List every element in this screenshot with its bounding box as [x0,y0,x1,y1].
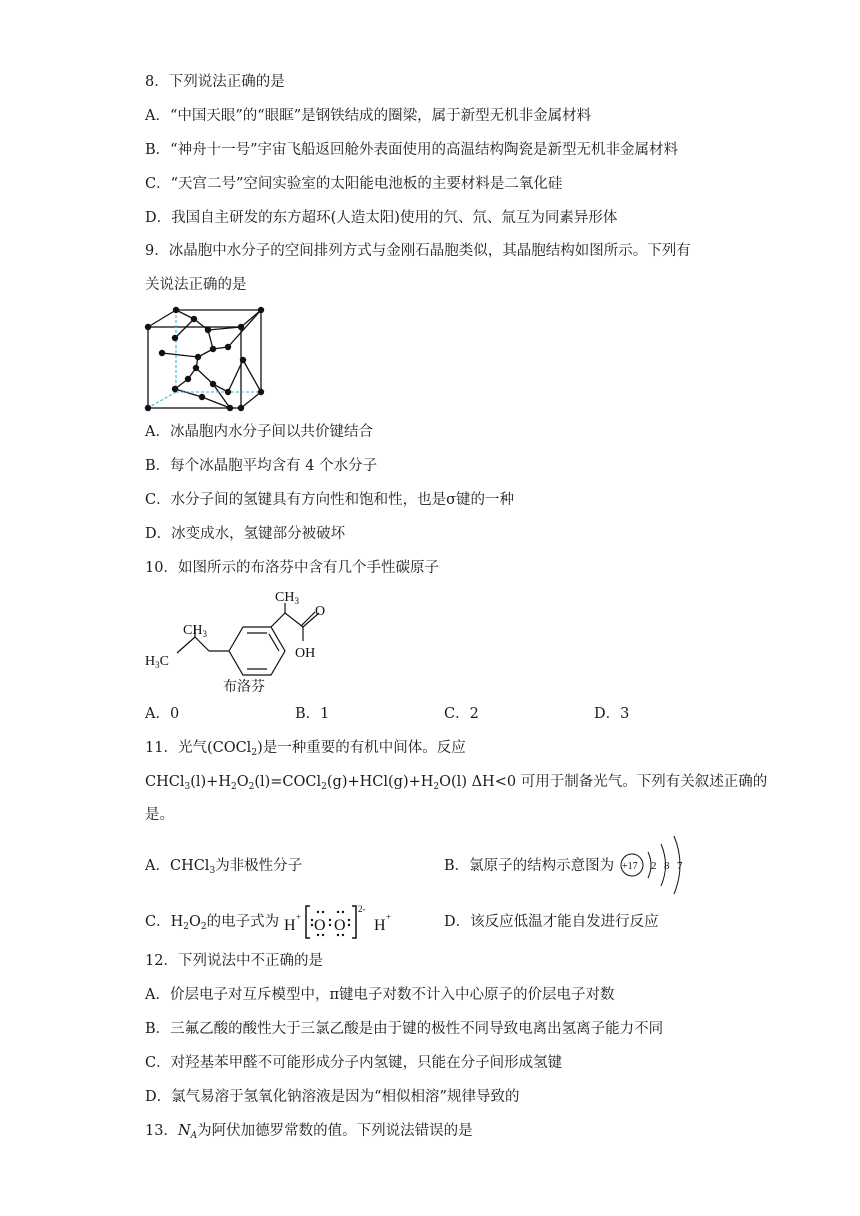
q10-option-a: A．0 [145,706,180,722]
q12-option-a: A．价层电子对互斥模型中，π键电子对数不计入中心原子的价层电子对数 [145,987,615,1003]
q11-stem-line1: 11．光气(COCl$_2$)是一种重要的有机中间体。反应 [145,740,466,758]
q11-equation-line: $CHCl_3(l)+H_2O_2(l)=COCl_2(g)+HCl(g)+H_2O(l)$ ΔH<0 可用于制备光气。下列有关叙述正确的 [145,774,768,792]
q11-option-c: C．$H_2O_2$的电子式为 [145,914,280,932]
h3c-label: $H_3C$ [145,654,169,670]
q9-stem-line2: 关说法正确的是 [145,277,247,293]
q9-stem-line1: 9．冰晶胞中水分子的空间排列方式与金刚石晶胞类似，其晶胞结构如图所示。下列有 [145,243,691,259]
q9-option-d: D．冰变成水，氢键部分被破坏 [145,526,346,542]
nucleus-charge: +17 [622,861,638,872]
q13-stem: 13．$N_A$为阿伏加德罗常数的值。下列说法错误的是 [145,1123,473,1141]
o-atom-1: O [314,917,326,934]
q11-option-b: B．氯原子的结构示意图为 [444,858,615,874]
carbonyl-o-label: O [315,604,326,619]
q12-option-d: D．氯气易溶于氢氧化钠溶液是因为“相似相溶”规律导致的 [145,1089,520,1105]
q12-option-c: C．对羟基苯甲醛不可能形成分子内氢键，只能在分子间形成氢键 [145,1055,563,1071]
oh-label: OH [295,646,316,661]
h-left: H [284,917,296,934]
ibuprofen-structure-figure [143,585,343,695]
shell-3-electrons: 7 [677,860,683,872]
q9-option-c: C．水分子间的氢键具有方向性和饱和性，也是σ键的一种 [145,492,514,508]
h2o2-electron-formula [282,900,402,942]
q12-stem: 12．下列说法中不正确的是 [145,953,323,969]
shell-2-electrons: 8 [664,860,670,872]
q8-option-a: A．“中国天眼”的“眼眶”是钢铁结成的圈梁，属于新型无机非金属材料 [145,108,592,124]
q10-stem: 10．如图所示的布洛芬中含有几个手性碳原子 [145,560,439,576]
h-right-charge: + [386,912,392,922]
q9-option-a: A．冰晶胞内水分子间以共价键结合 [145,424,373,440]
q11-option-a: A．CHCl$_3$为非极性分子 [145,858,303,876]
ch3-left-label: $CH_3$ [183,623,207,639]
h-right: H [374,917,386,934]
h-left-charge: + [296,912,302,922]
q9-option-b: B．每个冰晶胞平均含有 4 个水分子 [145,458,378,474]
q10-option-b: B．1 [295,706,330,722]
q10-option-c: C．2 [444,706,479,722]
q11-option-d: D．该反应低温才能自发进行反应 [444,914,659,930]
o-atom-2: O [334,917,346,934]
q12-option-b: B．三氟乙酸的酸性大于三氯乙酸是由于键的极性不同导致电离出氢离子能力不同 [145,1021,664,1037]
chlorine-atom-structure-diagram [618,832,690,898]
q8-option-b: B．“神舟十一号”宇宙飞船返回舱外表面使用的高温结构陶瓷是新型无机非金属材料 [145,142,678,158]
peroxide-charge: 2- [358,904,366,914]
ch3-top-label: $CH_3$ [275,590,299,606]
q8-stem: 8．下列说法正确的是 [145,74,285,90]
ibuprofen-caption: 布洛芬 [223,679,265,695]
q11-stem-line3: 是。 [145,807,174,823]
q8-option-c: C．“天宫二号”空间实验室的太阳能电池板的主要材料是二氧化硅 [145,176,563,192]
q8-option-d: D．我国自主研发的东方超环(人造太阳)使用的氕、氘、氚互为同素异形体 [145,210,618,226]
ice-crystal-cell-figure [140,305,272,413]
shell-1-electrons: 2 [651,860,657,872]
q10-option-d: D．3 [594,706,630,722]
